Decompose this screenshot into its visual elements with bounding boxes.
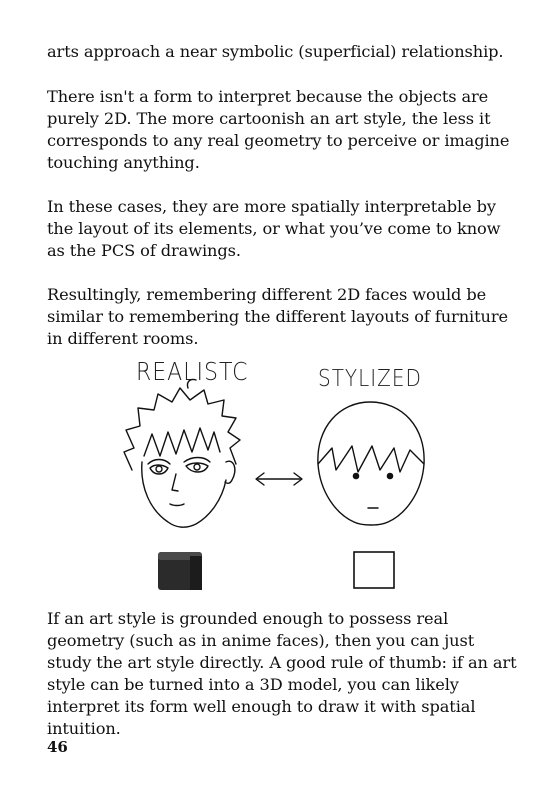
illustration-realistic-vs-stylized [110, 352, 450, 602]
paragraph-4: Resultingly, remembering different 2D faces would be similar to remembering the different layouts of furniture in different rooms. [47, 285, 508, 348]
figure-drawing [110, 352, 450, 602]
double-arrow-icon [256, 473, 302, 485]
realistic-face-drawing [124, 379, 240, 527]
paragraph-1: arts approach a near symbolic (superficial) relationship. [47, 42, 504, 61]
page-number: 46 [47, 738, 68, 756]
paragraph-2: There isn't a form to interpret because the objects are purely 2D. The more cartoonish an art style, the less it corresponds to any real geometry to perceive or imagine touching anything. [47, 87, 510, 172]
stylized-face-drawing [318, 402, 424, 525]
paragraph-5: If an art style is grounded enough to possess real geometry (such as in anime faces), then you can just study the art style directly. A good rule of thumb: if an art style can be turned into a 3D model, you can likely interpret its form well enough to draw it with spatial intuition. [47, 609, 517, 738]
label-realistic: REALISTC [136, 358, 249, 387]
outline-square-icon [354, 552, 394, 588]
paragraph-3: In these cases, they are more spatially interpretable by the layout of its elements, or what you’ve come to know as the PCS of drawings. [47, 197, 501, 260]
solid-cube-icon [158, 552, 202, 590]
label-stylized: STYLIZED [318, 364, 422, 392]
